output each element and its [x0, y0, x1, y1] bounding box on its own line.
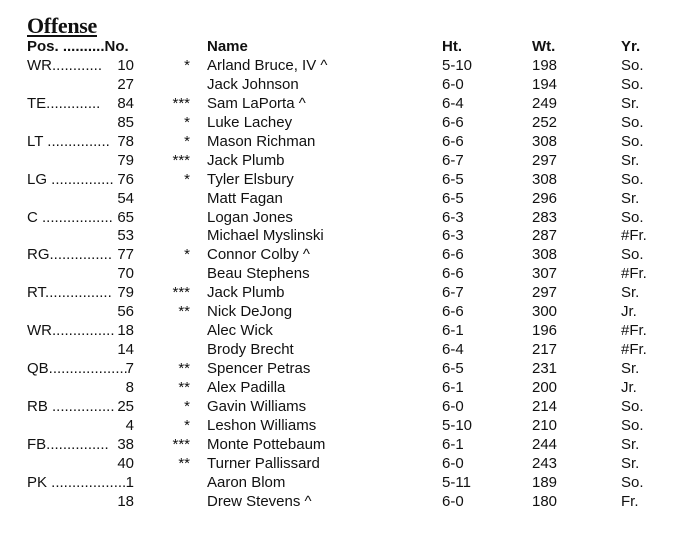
- position-cell: TE.............: [27, 94, 101, 112]
- number-cell: 27: [117, 75, 134, 93]
- height-cell: 6-7: [442, 151, 464, 169]
- header-pos-no: Pos. ..........No.: [27, 38, 129, 55]
- number-cell: 1: [125, 473, 134, 491]
- year-cell: So.: [621, 75, 644, 93]
- weight-cell: 200: [532, 378, 558, 396]
- name-cell: Arland Bruce, IV ^: [207, 57, 328, 74]
- height-cell: 6-4: [442, 94, 464, 112]
- number-cell: 65: [117, 208, 134, 226]
- table-row: [0, 455, 678, 474]
- stars-cell: **: [178, 360, 190, 377]
- stars-cell: *: [184, 170, 190, 188]
- table-row: [0, 360, 678, 379]
- table-row: [0, 171, 678, 190]
- table-row: [0, 57, 678, 76]
- table-row: [0, 246, 678, 265]
- weight-cell: 308: [532, 132, 558, 150]
- year-cell: Sr.: [621, 454, 640, 472]
- number-cell: 8: [125, 378, 134, 396]
- stars-cell: *: [184, 416, 190, 434]
- stars-cell: *: [184, 57, 190, 74]
- year-cell: Sr.: [621, 360, 640, 377]
- name-cell: Jack Plumb: [207, 151, 285, 169]
- table-row: [0, 417, 678, 436]
- number-cell: 25: [117, 397, 134, 415]
- position-cell: WR............: [27, 57, 102, 74]
- height-cell: 6-6: [442, 132, 464, 150]
- number-cell: 79: [117, 151, 134, 169]
- table-row: [0, 436, 678, 455]
- name-cell: Brody Brecht: [207, 341, 294, 359]
- table-row: [0, 95, 678, 114]
- position-cell: QB...................: [27, 360, 128, 377]
- weight-cell: 287: [532, 227, 558, 245]
- height-cell: 6-0: [442, 492, 464, 510]
- name-cell: Alex Padilla: [207, 378, 286, 396]
- name-cell: Beau Stephens: [207, 265, 310, 283]
- table-row: [0, 493, 678, 512]
- number-cell: 10: [117, 57, 134, 74]
- height-cell: 6-6: [442, 303, 464, 321]
- number-cell: 18: [117, 322, 134, 340]
- name-cell: Matt Fagan: [207, 189, 283, 207]
- weight-cell: 198: [532, 57, 558, 74]
- table-row: [0, 133, 678, 152]
- year-cell: So.: [621, 473, 644, 491]
- table-row: [0, 474, 678, 493]
- weight-cell: 300: [532, 303, 558, 321]
- header-weight: Wt.: [532, 38, 556, 55]
- name-cell: Turner Pallissard: [207, 454, 320, 472]
- year-cell: So.: [621, 208, 644, 226]
- year-cell: Sr.: [621, 435, 640, 453]
- stars-cell: **: [178, 454, 190, 472]
- year-cell: Sr.: [621, 94, 640, 112]
- table-row: [0, 284, 678, 303]
- year-cell: So.: [621, 132, 644, 150]
- name-cell: Spencer Petras: [207, 360, 311, 377]
- weight-cell: 308: [532, 170, 558, 188]
- stars-cell: **: [178, 378, 190, 396]
- name-cell: Jack Plumb: [207, 284, 285, 302]
- height-cell: 6-1: [442, 435, 464, 453]
- name-cell: Monte Pottebaum: [207, 435, 326, 453]
- weight-cell: 283: [532, 208, 558, 226]
- year-cell: Sr.: [621, 151, 640, 169]
- year-cell: #Fr.: [621, 341, 647, 359]
- table-row: [0, 398, 678, 417]
- year-cell: So.: [621, 113, 644, 131]
- weight-cell: 296: [532, 189, 558, 207]
- number-cell: 84: [117, 94, 134, 112]
- stars-cell: ***: [172, 435, 190, 453]
- weight-cell: 214: [532, 397, 558, 415]
- position-cell: PK ..................: [27, 473, 127, 491]
- position-cell: C .................: [27, 208, 113, 226]
- number-cell: 18: [117, 492, 134, 510]
- position-cell: LT ...............: [27, 132, 110, 150]
- year-cell: Sr.: [621, 284, 640, 302]
- position-cell: FB...............: [27, 435, 109, 453]
- name-cell: Logan Jones: [207, 208, 293, 226]
- number-cell: 70: [117, 265, 134, 283]
- height-cell: 6-5: [442, 170, 464, 188]
- stars-cell: *: [184, 113, 190, 131]
- height-cell: 6-3: [442, 208, 464, 226]
- year-cell: So.: [621, 397, 644, 415]
- height-cell: 6-0: [442, 75, 464, 93]
- table-row: [0, 379, 678, 398]
- number-cell: 78: [117, 132, 134, 150]
- height-cell: 5-10: [442, 416, 473, 434]
- weight-cell: 217: [532, 341, 558, 359]
- year-cell: #Fr.: [621, 265, 647, 283]
- weight-cell: 243: [532, 454, 558, 472]
- number-cell: 79: [117, 284, 134, 302]
- number-cell: 54: [117, 189, 134, 207]
- position-cell: LG ...............: [27, 170, 114, 188]
- weight-cell: 196: [532, 322, 558, 340]
- header-year: Yr.: [621, 38, 641, 55]
- stars-cell: *: [184, 397, 190, 415]
- weight-cell: 249: [532, 94, 558, 112]
- name-cell: Leshon Williams: [207, 416, 317, 434]
- height-cell: 5-11: [442, 473, 471, 491]
- weight-cell: 252: [532, 113, 558, 131]
- height-cell: 6-4: [442, 341, 464, 359]
- name-cell: Connor Colby ^: [207, 246, 310, 264]
- weight-cell: 307: [532, 265, 558, 283]
- height-cell: 6-1: [442, 322, 464, 340]
- roster-table: [0, 57, 678, 512]
- name-cell: Mason Richman: [207, 132, 316, 150]
- height-cell: 6-3: [442, 227, 464, 245]
- stars-cell: ***: [172, 94, 190, 112]
- name-cell: Gavin Williams: [207, 397, 307, 415]
- table-row: [0, 265, 678, 284]
- height-cell: 6-6: [442, 265, 464, 283]
- year-cell: So.: [621, 246, 644, 264]
- table-row: [0, 209, 678, 228]
- year-cell: Jr.: [621, 378, 637, 396]
- weight-cell: 297: [532, 151, 558, 169]
- position-cell: RG...............: [27, 246, 113, 264]
- year-cell: So.: [621, 416, 644, 434]
- table-row: [0, 341, 678, 360]
- number-cell: 4: [125, 416, 134, 434]
- header-height: Ht.: [442, 38, 462, 55]
- stars-cell: *: [184, 246, 190, 264]
- height-cell: 6-1: [442, 378, 464, 396]
- name-cell: Luke Lachey: [207, 113, 293, 131]
- height-cell: 6-0: [442, 397, 464, 415]
- weight-cell: 297: [532, 284, 558, 302]
- weight-cell: 194: [532, 75, 558, 93]
- height-cell: 6-6: [442, 113, 464, 131]
- number-cell: 40: [117, 454, 134, 472]
- name-cell: Alec Wick: [207, 322, 273, 340]
- stars-cell: ***: [172, 151, 190, 169]
- stars-cell: **: [178, 303, 190, 321]
- weight-cell: 244: [532, 435, 558, 453]
- stars-cell: *: [184, 132, 190, 150]
- table-row: [0, 114, 678, 133]
- height-cell: 6-6: [442, 246, 464, 264]
- number-cell: 77: [117, 246, 134, 264]
- stars-cell: ***: [172, 284, 190, 302]
- weight-cell: 308: [532, 246, 558, 264]
- number-cell: 7: [125, 360, 134, 377]
- number-cell: 85: [117, 113, 134, 131]
- year-cell: #Fr.: [621, 227, 647, 245]
- header-name: Name: [207, 38, 248, 55]
- name-cell: Nick DeJong: [207, 303, 293, 321]
- table-row: [0, 303, 678, 322]
- name-cell: Jack Johnson: [207, 75, 299, 93]
- weight-cell: 189: [532, 473, 558, 491]
- height-cell: 6-7: [442, 284, 464, 302]
- table-row: [0, 190, 678, 209]
- position-cell: RB ...............: [27, 397, 115, 415]
- table-row: [0, 227, 678, 246]
- year-cell: #Fr.: [621, 322, 647, 340]
- year-cell: Jr.: [621, 303, 637, 321]
- height-cell: 6-0: [442, 454, 464, 472]
- position-cell: RT................: [27, 284, 112, 302]
- table-row: [0, 76, 678, 95]
- name-cell: Drew Stevens ^: [207, 492, 312, 510]
- weight-cell: 180: [532, 492, 558, 510]
- year-cell: Fr.: [621, 492, 639, 510]
- number-cell: 53: [117, 227, 134, 245]
- name-cell: Sam LaPorta ^: [207, 94, 306, 112]
- position-cell: WR...............: [27, 322, 115, 340]
- year-cell: So.: [621, 170, 644, 188]
- weight-cell: 210: [532, 416, 558, 434]
- year-cell: Sr.: [621, 189, 640, 207]
- table-row: [0, 152, 678, 171]
- height-cell: 6-5: [442, 360, 464, 377]
- number-cell: 56: [117, 303, 134, 321]
- name-cell: Tyler Elsbury: [207, 170, 294, 188]
- table-row: [0, 322, 678, 341]
- height-cell: 6-5: [442, 189, 464, 207]
- name-cell: Michael Myslinski: [207, 227, 324, 245]
- page-title: Offense: [27, 13, 97, 38]
- height-cell: 5-10: [442, 57, 473, 74]
- number-cell: 14: [117, 341, 134, 359]
- year-cell: So.: [621, 57, 644, 74]
- name-cell: Aaron Blom: [207, 473, 286, 491]
- number-cell: 38: [117, 435, 134, 453]
- weight-cell: 231: [532, 360, 558, 377]
- number-cell: 76: [117, 170, 134, 188]
